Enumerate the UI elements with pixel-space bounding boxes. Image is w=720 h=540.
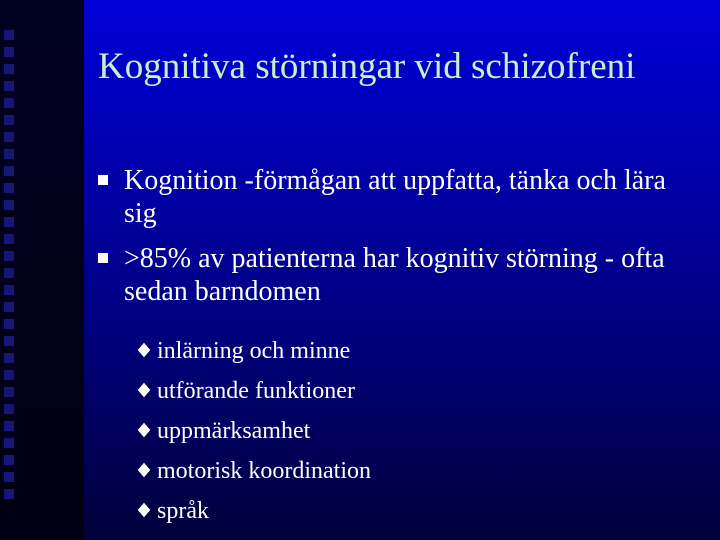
sub-bullet-item <box>134 371 371 411</box>
decorative-square <box>4 149 14 159</box>
decorative-square <box>4 421 14 431</box>
diamond-bullet-icon <box>135 341 153 359</box>
main-bullet-text: Kognition -förmågan att uppfatta, tänka och lära sig <box>124 165 666 229</box>
sub-bullet-item <box>134 411 371 451</box>
diamond-bullet-icon <box>135 421 153 439</box>
decorative-square <box>4 336 14 346</box>
decorative-square <box>4 387 14 397</box>
decorative-square <box>4 166 14 176</box>
main-bullet-item <box>94 164 704 230</box>
main-bullet-list <box>94 164 704 320</box>
diamond-bullet-icon <box>135 381 153 399</box>
sub-bullet-item <box>134 331 371 371</box>
decorative-square <box>4 81 14 91</box>
decorative-square <box>4 251 14 261</box>
sub-bullet-item <box>134 451 371 491</box>
decorative-square <box>4 404 14 414</box>
decorative-square <box>4 234 14 244</box>
decorative-square <box>4 132 14 142</box>
sub-bullet-text: språk <box>157 498 209 524</box>
sub-bullet-text: uppmärksamhet <box>157 418 311 444</box>
sub-bullet-text: motorisk koordination <box>157 458 371 484</box>
sub-bullet-text: utförande funktioner <box>157 378 355 404</box>
decorative-square <box>4 370 14 380</box>
slide-title: Kognitiva störningar vid schizofreni <box>98 46 636 87</box>
decorative-square <box>4 30 14 40</box>
decorative-square <box>4 302 14 312</box>
decorative-square <box>4 353 14 363</box>
main-bullet-text: >85% av patienterna har kognitiv störning - ofta sedan barndomen <box>124 243 665 307</box>
decorative-square <box>4 98 14 108</box>
square-bullet-icon <box>98 175 108 185</box>
decorative-square <box>4 200 14 210</box>
decorative-square <box>4 47 14 57</box>
sub-bullet-list <box>134 331 371 531</box>
diamond-bullet-icon <box>135 501 153 519</box>
diamond-bullet-icon <box>135 461 153 479</box>
decorative-square <box>4 455 14 465</box>
square-bullet-icon <box>98 253 108 263</box>
decorative-square <box>4 285 14 295</box>
sub-bullet-text: inlärning och minne <box>157 338 351 364</box>
main-bullet-item <box>94 242 704 308</box>
decorative-square <box>4 319 14 329</box>
sub-bullet-item <box>134 491 371 531</box>
left-decorative-band <box>0 0 84 540</box>
decorative-square <box>4 268 14 278</box>
decorative-square <box>4 489 14 499</box>
decorative-square <box>4 183 14 193</box>
decorative-square <box>4 115 14 125</box>
decorative-square <box>4 217 14 227</box>
decorative-square <box>4 472 14 482</box>
decorative-square <box>4 64 14 74</box>
decorative-square <box>4 438 14 448</box>
decorative-square-column <box>4 30 20 499</box>
